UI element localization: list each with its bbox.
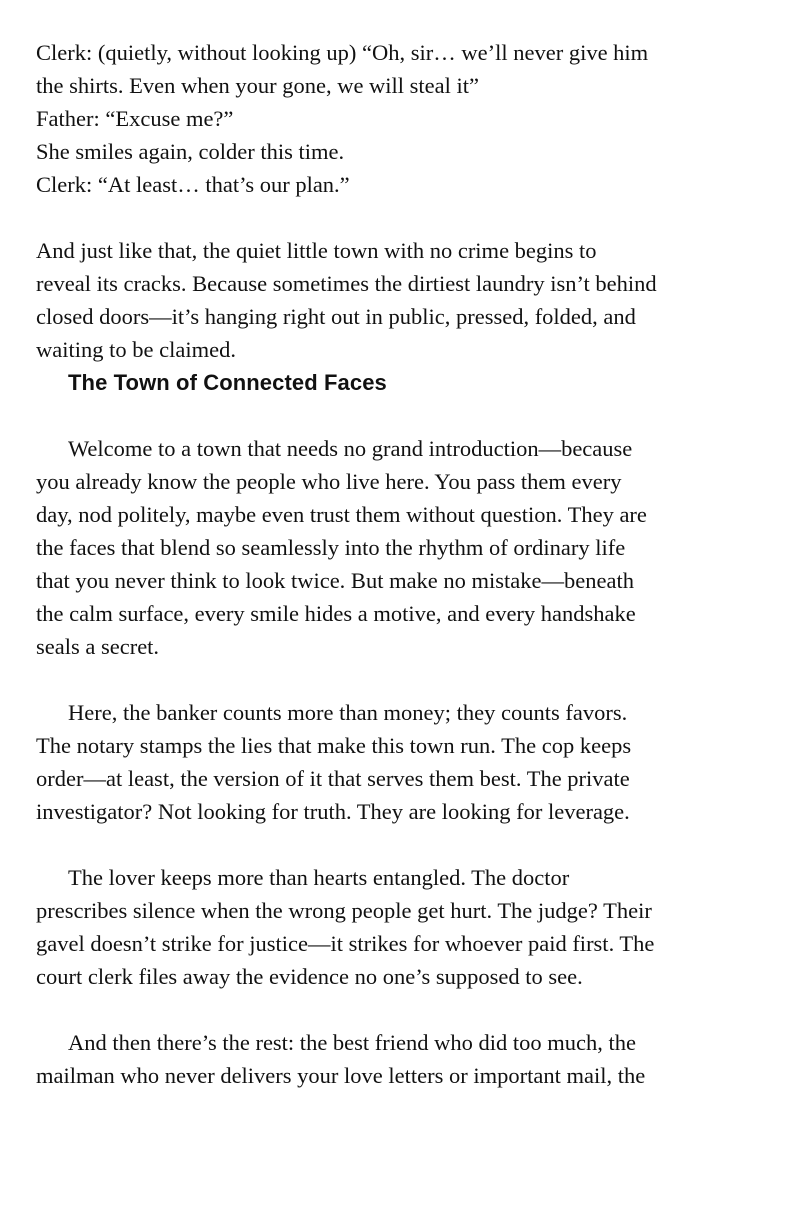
- paragraph-line: gavel doesn’t strike for justice—it strikes for whoever paid first. The: [36, 931, 655, 956]
- document-page: [36, 36, 758, 1092]
- dialogue-line: Father: “Excuse me?”: [36, 106, 234, 131]
- paragraph-line: seals a secret.: [36, 634, 160, 659]
- paragraph-line: And then there’s the rest: the best friend who did too much, the: [68, 1030, 636, 1055]
- paragraph-line: the faces that blend so seamlessly into the rhythm of ordinary life: [36, 535, 626, 560]
- dialogue-line: Clerk: (quietly, without looking up) “Oh, sir… we’ll never give him: [36, 40, 649, 65]
- paragraph-line: order—at least, the version of it that serves them best. The private: [36, 766, 630, 791]
- body-paragraph-1: [36, 432, 758, 663]
- intro-paragraph: [36, 234, 758, 366]
- paragraph-line: the calm surface, every smile hides a motive, and every handshake: [36, 601, 636, 626]
- dialogue-line: the shirts. Even when your gone, we will steal it”: [36, 73, 480, 98]
- dialogue-block: [36, 36, 758, 201]
- paragraph-line: Here, the banker counts more than money; they counts favors.: [68, 700, 628, 725]
- paragraph-line: And just like that, the quiet little town with no crime begins to: [36, 238, 597, 263]
- paragraph-line: Welcome to a town that needs no grand introduction—because: [68, 436, 633, 461]
- paragraph-line: The notary stamps the lies that make this town run. The cop keeps: [36, 733, 632, 758]
- paragraph-line: that you never think to look twice. But make no mistake—beneath: [36, 568, 634, 593]
- body-paragraph-3: [36, 861, 758, 993]
- paragraph-line: waiting to be claimed.: [36, 337, 236, 362]
- section-heading: The Town of Connected Faces: [68, 370, 387, 395]
- paragraph-line: The lover keeps more than hearts entangled. The doctor: [68, 865, 570, 890]
- paragraph-line: mailman who never delivers your love letters or important mail, the: [36, 1063, 646, 1088]
- paragraph-line: prescribes silence when the wrong people get hurt. The judge? Their: [36, 898, 652, 923]
- paragraph-line: court clerk files away the evidence no one’s supposed to see.: [36, 964, 583, 989]
- paragraph-line: investigator? Not looking for truth. They are looking for leverage.: [36, 799, 630, 824]
- body-paragraph-4: [36, 1026, 758, 1092]
- paragraph-line: closed doors—it’s hanging right out in public, pressed, folded, and: [36, 304, 636, 329]
- dialogue-line: She smiles again, colder this time.: [36, 139, 345, 164]
- paragraph-line: day, nod politely, maybe even trust them without question. They are: [36, 502, 647, 527]
- body-paragraph-2: [36, 696, 758, 828]
- paragraph-line: you already know the people who live here. You pass them every: [36, 469, 622, 494]
- dialogue-line: Clerk: “At least… that’s our plan.”: [36, 172, 350, 197]
- paragraph-line: reveal its cracks. Because sometimes the dirtiest laundry isn’t behind: [36, 271, 657, 296]
